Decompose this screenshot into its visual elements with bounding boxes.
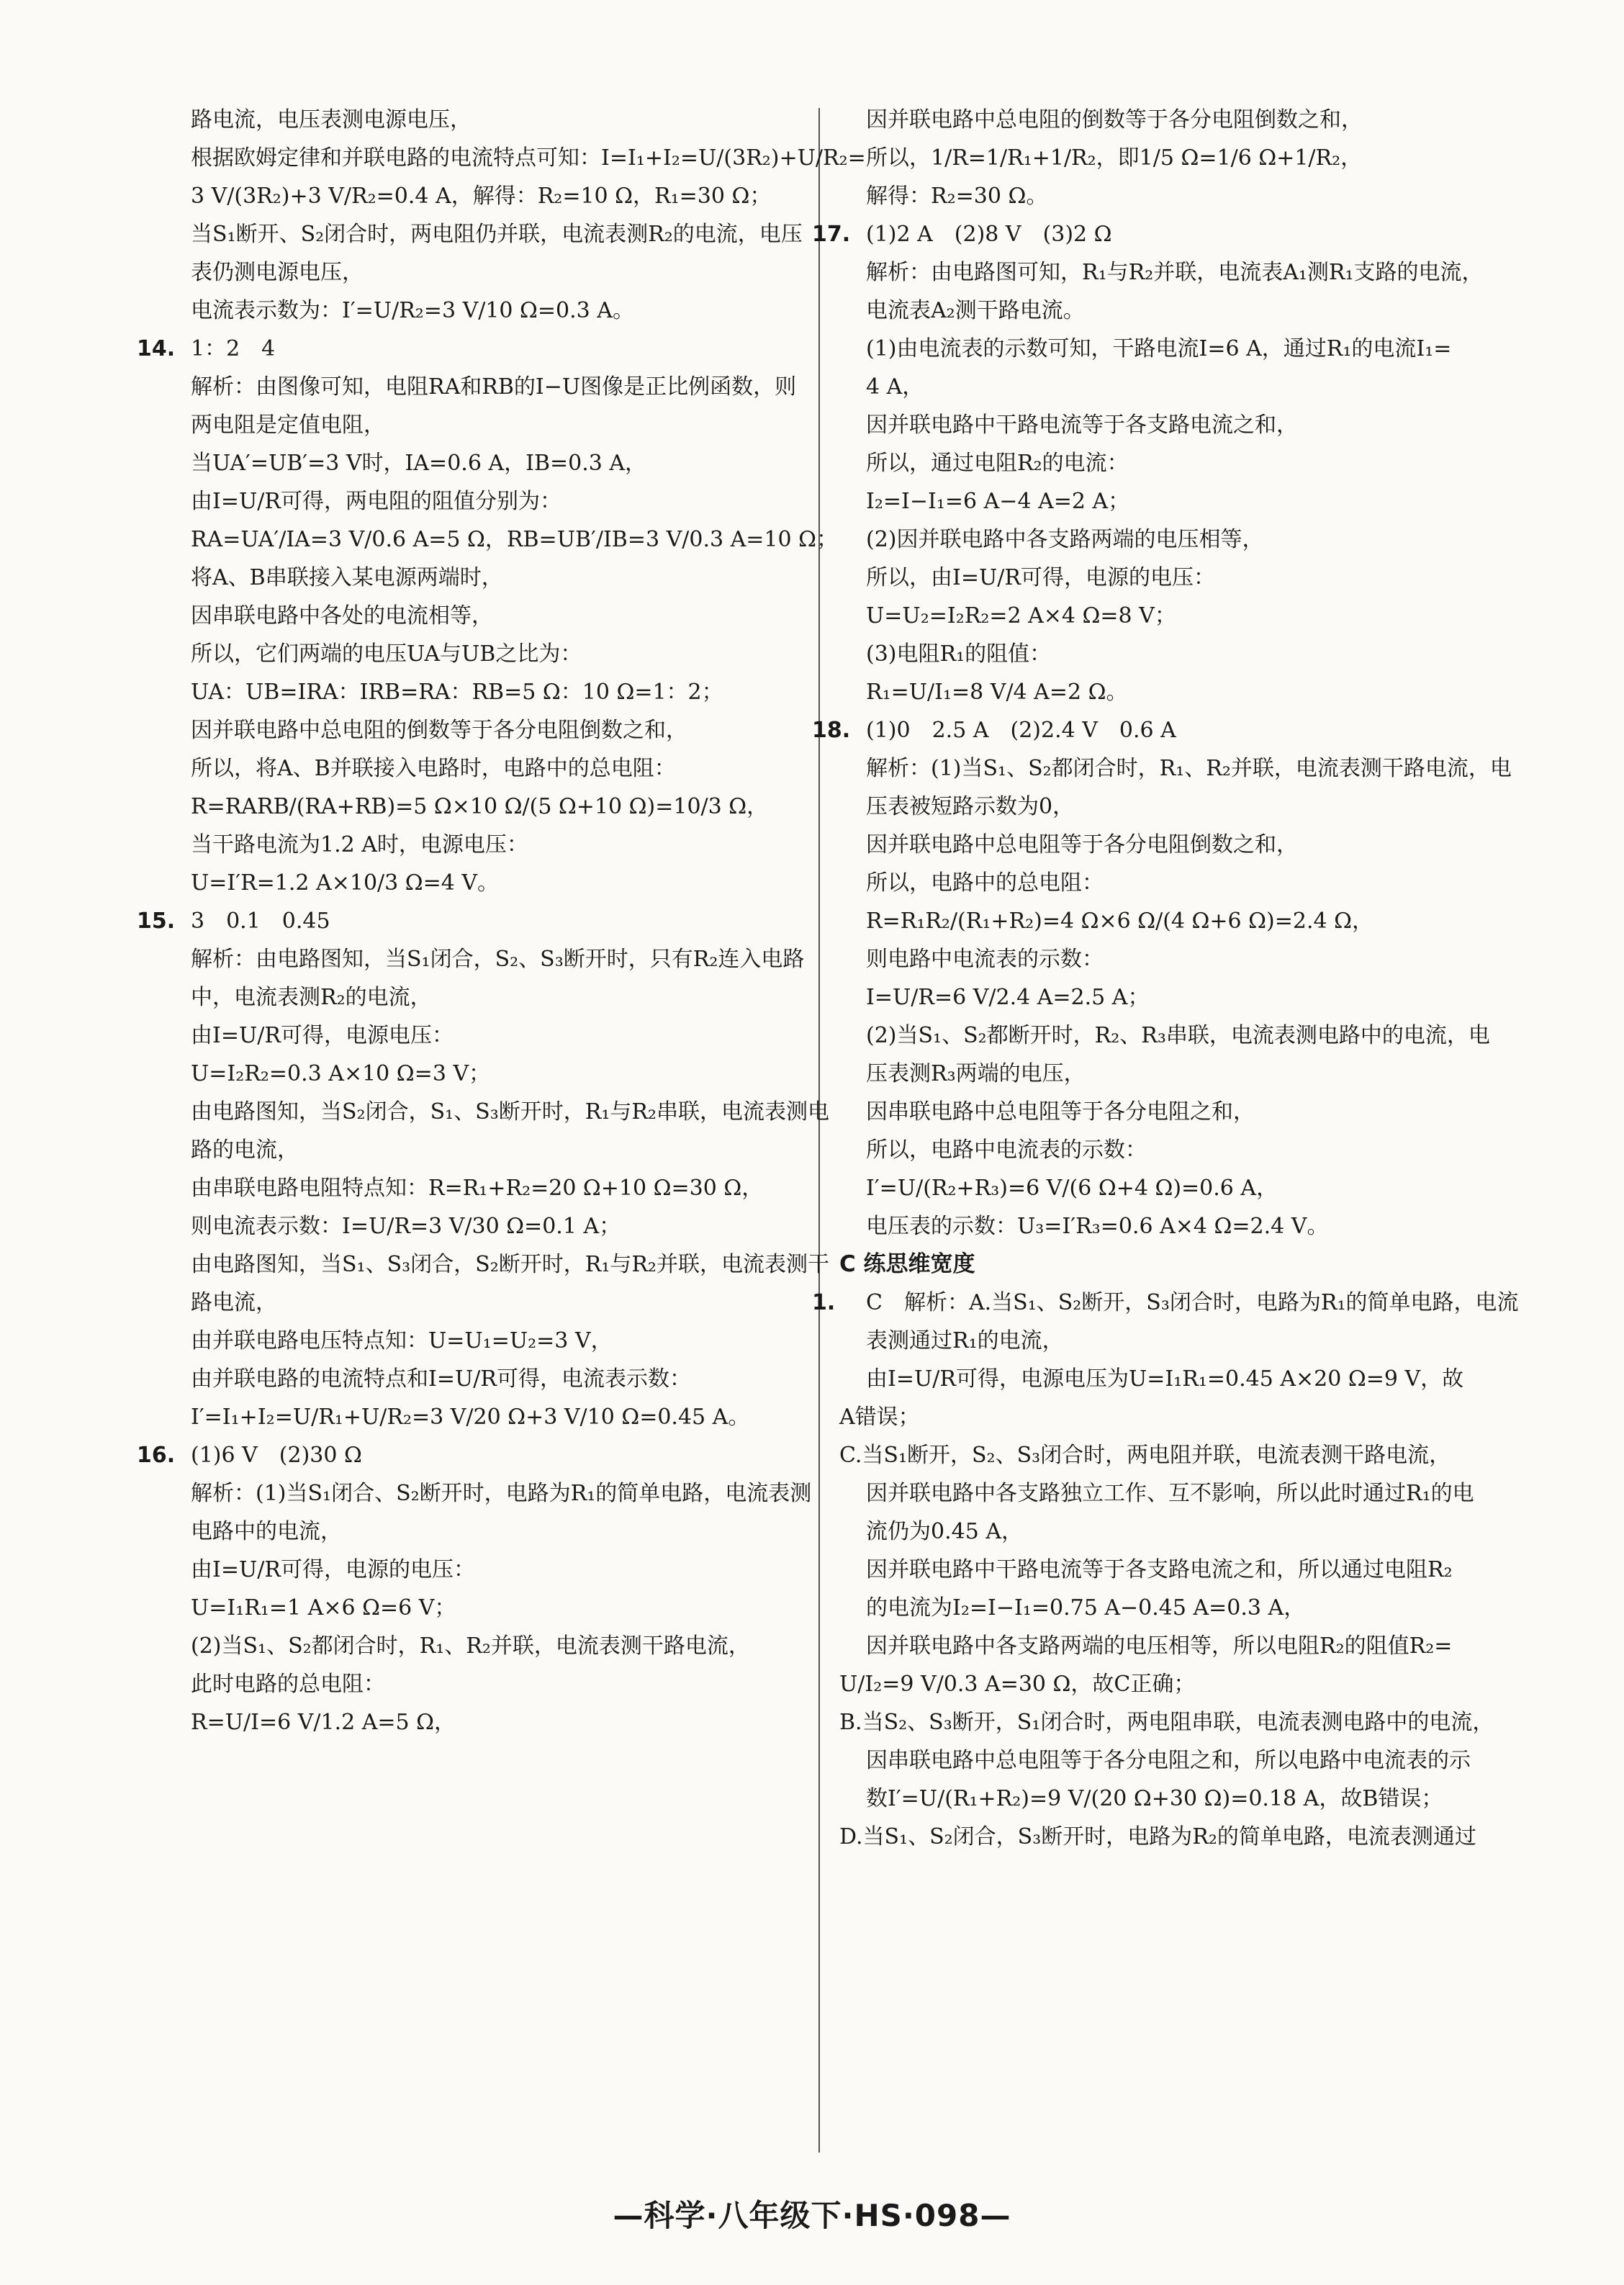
text-line: [839, 864, 1506, 902]
text-line: [164, 1169, 798, 1207]
text-line: [839, 330, 1506, 368]
line-text: 表仍测电源电压，: [191, 260, 364, 285]
text-line: [839, 1398, 1506, 1436]
line-text: 当UA′=UB′=3 V时，IA=0.6 A，IB=0.3 A，: [191, 451, 647, 476]
line-text: 解析：由图像可知，电阻RA和RB的I−U图像是正比例函数，则: [191, 374, 797, 400]
text-line: [839, 635, 1506, 673]
line-text: U=I₁R₁=1 A×6 Ω=6 V；: [191, 1595, 456, 1621]
line-text: 因并联电路中干路电流等于各支路电流之和，: [866, 413, 1298, 438]
text-line: [839, 1055, 1506, 1093]
line-text: C 解析：A.当S₁、S₂断开，S₃闭合时，电路为R₁的简单电路，电流: [866, 1290, 1519, 1315]
text-line: [164, 864, 798, 902]
line-text: (1)6 V (2)30 Ω: [191, 1443, 362, 1468]
text-line: [164, 711, 798, 749]
text-line: [164, 1360, 798, 1398]
line-text: 1：2 4: [191, 336, 276, 361]
line-text: 因并联电路中总电阻等于各分电阻倒数之和，: [866, 832, 1298, 857]
line-text: 电路中的电流，: [191, 1519, 342, 1544]
question-number: 14.: [137, 336, 176, 361]
line-text: 当干路电流为1.2 A时，电源电压：: [191, 832, 528, 857]
line-text: 因并联电路中总电阻的倒数等于各分电阻倒数之和，: [191, 718, 687, 743]
line-text: 路的电流，: [191, 1137, 299, 1163]
text-line: [164, 482, 798, 520]
line-text: I′=I₁+I₂=U/R₁+U/R₂=3 V/20 Ω+3 V/10 Ω=0.45 A。: [191, 1405, 750, 1430]
line-text: RA=UA′/IA=3 V/0.6 A=5 Ω，RB=UB′/IB=3 V/0.3 A=10 Ω；: [191, 527, 839, 552]
text-line: [839, 1741, 1506, 1780]
line-text: 3 V/(3R₂)+3 V/R₂=0.4 A，解得：R₂=10 Ω，R₁=30 Ω；: [191, 184, 772, 209]
question-number: 16.: [137, 1443, 176, 1468]
text-line: [164, 826, 798, 864]
text-line: [164, 1284, 798, 1322]
line-text: 所以，1/R=1/R₁+1/R₂，即1/5 Ω=1/6 Ω+1/R₂，: [866, 145, 1363, 171]
text-line: [839, 1436, 1506, 1474]
text-line: [164, 1322, 798, 1360]
line-text: 所以，它们两端的电压UA与UB之比为：: [191, 641, 582, 667]
line-text: C.当S₁断开，S₂、S₃闭合时，两电阻并联，电流表测干路电流，: [839, 1443, 1451, 1468]
line-text: D.当S₁、S₂闭合，S₃断开时，电路为R₂的简单电路，电流表测通过: [839, 1824, 1476, 1849]
line-text: 4 A，: [866, 374, 924, 400]
text-line: [839, 1703, 1506, 1741]
text-line: [164, 368, 798, 406]
text-line: [839, 788, 1506, 826]
line-text: 电压表的示数：U₃=I′R₃=0.6 A×4 Ω=2.4 V。: [866, 1214, 1329, 1239]
line-text: U=I₂R₂=0.3 A×10 Ω=3 V；: [191, 1061, 491, 1086]
line-text: 此时电路的总电阻：: [191, 1672, 385, 1697]
text-line: [137, 902, 798, 940]
text-line: [164, 215, 803, 253]
text-line: [839, 940, 1506, 978]
question-number: 17.: [812, 222, 851, 247]
text-line: [164, 253, 798, 292]
text-line: [164, 597, 798, 635]
line-text: I=U/R=6 V/2.4 A=2.5 A；: [866, 985, 1150, 1010]
text-line: [839, 597, 1506, 635]
line-text: 所以，将A、B并联接入电路时，电路中的总电阻：: [191, 756, 676, 781]
text-line: [839, 673, 1506, 711]
line-text: 由电路图知，当S₂闭合，S₁、S₃断开时，R₁与R₂串联，电流表测电: [191, 1099, 829, 1125]
text-line: [164, 1627, 798, 1665]
text-line: [839, 139, 1506, 177]
text-line: [164, 1474, 812, 1513]
line-text: 因串联电路中总电阻等于各分电阻之和，所以电路中电流表的示: [866, 1748, 1471, 1773]
line-text: A错误；: [839, 1405, 920, 1430]
text-line: [164, 1703, 798, 1741]
text-line: [839, 406, 1506, 444]
text-line: [164, 1665, 798, 1703]
text-line: [812, 1284, 1519, 1322]
text-line: [839, 1589, 1506, 1627]
text-line: [164, 1093, 829, 1131]
line-text: 路电流，: [191, 1290, 277, 1315]
line-text: 因并联电路中干路电流等于各支路电流之和，所以通过电阻R₂: [866, 1557, 1453, 1582]
line-text: 表测通过R₁的电流，: [866, 1328, 1064, 1353]
line-text: (1)2 A (2)8 V (3)2 Ω: [866, 222, 1112, 247]
line-text: 所以，由I=U/R可得，电源的电压：: [866, 565, 1215, 590]
line-text: 路电流，电压表测电源电压，: [191, 107, 472, 132]
text-line: [839, 1551, 1506, 1589]
line-text: (3)电阻R₁的阻值：: [866, 641, 1052, 667]
text-line: [839, 101, 1506, 139]
text-line: [164, 1017, 798, 1055]
line-text: 电流表A₂测干路电流。: [866, 298, 1085, 323]
text-line: [839, 253, 1506, 292]
text-line: [164, 1245, 829, 1284]
line-text: 因串联电路中各处的电流相等，: [191, 603, 493, 628]
line-text: 因串联电路中总电阻等于各分电阻之和，: [866, 1099, 1255, 1125]
line-text: 所以，电路中电流表的示数：: [866, 1137, 1147, 1163]
text-line: [164, 177, 798, 215]
line-text: 将A、B串联接入某电源两端时，: [191, 565, 503, 590]
line-text: R₁=U/I₁=8 V/4 A=2 Ω。: [866, 680, 1128, 705]
line-text: R=R₁R₂/(R₁+R₂)=4 Ω×6 Ω/(4 Ω+6 Ω)=2.4 Ω，: [866, 909, 1373, 934]
text-line: [164, 292, 798, 330]
text-line: [839, 978, 1506, 1017]
text-line: [839, 1627, 1506, 1665]
line-text: U=U₂=I₂R₂=2 A×4 Ω=8 V；: [866, 603, 1176, 628]
line-text: 数I′=U/(R₁+R₂)=9 V/(20 Ω+30 Ω)=0.18 A，故B错误；: [866, 1786, 1443, 1811]
line-text: U/I₂=9 V/0.3 A=30 Ω，故C正确；: [839, 1672, 1196, 1697]
text-line: [839, 1513, 1506, 1551]
text-line: [164, 444, 798, 482]
text-line: [164, 1207, 798, 1245]
line-text: 由I=U/R可得，电源电压为U=I₁R₁=0.45 A×20 Ω=9 V，故: [866, 1366, 1464, 1392]
text-line: [812, 215, 1506, 253]
line-text: 因并联电路中各支路两端的电压相等，所以电阻R₂的阻值R₂=: [866, 1633, 1453, 1659]
line-text: 所以，电路中的总电阻：: [866, 870, 1104, 896]
line-text: 由I=U/R可得，两电阻的阻值分别为：: [191, 489, 561, 514]
text-line: [839, 1474, 1506, 1513]
text-line: [839, 1131, 1506, 1169]
line-text: 流仍为0.45 A，: [866, 1519, 1023, 1544]
text-line: [839, 520, 1506, 559]
text-line: [839, 1818, 1506, 1856]
line-text: UA：UB=IRA：IRB=RA：RB=5 Ω：10 Ω=1：2；: [191, 680, 723, 705]
line-text: 则电路中电流表的示数：: [866, 947, 1104, 972]
text-line: [164, 940, 805, 978]
text-line: [839, 177, 1506, 215]
text-line: [164, 1589, 798, 1627]
section-heading: [839, 1245, 1506, 1284]
text-line: [839, 1093, 1506, 1131]
line-text: B.当S₂、S₃断开，S₁闭合时，两电阻串联，电流表测电路中的电流，: [839, 1710, 1494, 1735]
line-text: 解得：R₂=30 Ω。: [866, 184, 1048, 209]
line-text: 由并联电路的电流特点和I=U/R可得，电流表示数：: [191, 1366, 691, 1392]
text-line: [839, 1360, 1506, 1398]
line-text: 由I=U/R可得，电源的电压：: [191, 1557, 475, 1582]
line-text: 中，电流表测R₂的电流，: [191, 985, 432, 1010]
page-footer: —科学·八年级下·HS·098—: [613, 2198, 1011, 2233]
question-number: 15.: [137, 909, 176, 934]
text-line: [839, 482, 1506, 520]
line-text: R=U/I=6 V/1.2 A=5 Ω，: [191, 1710, 456, 1735]
text-line: [164, 559, 798, 597]
line-text: C 练思维宽度: [839, 1251, 975, 1277]
line-text: 的电流为I₂=I−I₁=0.75 A−0.45 A=0.3 A，: [866, 1595, 1306, 1621]
text-line: [164, 520, 839, 559]
text-line: [137, 1436, 798, 1474]
line-text: 两电阻是定值电阻，: [191, 413, 385, 438]
text-line: [164, 139, 866, 177]
line-text: (2)当S₁、S₂都断开时，R₂、R₃串联，电流表测电路中的电流，电: [866, 1023, 1490, 1048]
text-line: [839, 826, 1506, 864]
text-line: [164, 673, 798, 711]
line-text: 解析：由电路图知，当S₁闭合，S₂、S₃断开时，只有R₂连入电路: [191, 947, 805, 972]
text-line: [839, 1322, 1506, 1360]
line-text: 由I=U/R可得，电源电压：: [191, 1023, 454, 1048]
line-text: 压表被短路示数为0，: [866, 794, 1075, 819]
text-line: [839, 902, 1506, 940]
line-text: 电流表示数为：I′=U/R₂=3 V/10 Ω=0.3 A。: [191, 298, 634, 323]
line-text: 解析：由电路图可知，R₁与R₂并联，电流表A₁测R₁支路的电流，: [866, 260, 1484, 285]
text-line: [839, 1665, 1506, 1703]
text-line: [839, 1169, 1506, 1207]
question-number: 1.: [812, 1290, 836, 1315]
line-text: I′=U/(R₂+R₃)=6 V/(6 Ω+4 Ω)=0.6 A，: [866, 1176, 1278, 1201]
line-text: 则电流表示数：I=U/R=3 V/30 Ω=0.1 A；: [191, 1214, 621, 1239]
line-text: 当S₁断开、S₂闭合时，两电阻仍并联，电流表测R₂的电流，电压: [191, 222, 803, 247]
line-text: 由并联电路电压特点知：U=U₁=U₂=3 V，: [191, 1328, 613, 1353]
text-line: [137, 330, 798, 368]
right-column: [812, 101, 1519, 1856]
line-text: 由串联电路电阻特点知：R=R₁+R₂=20 Ω+10 Ω=30 Ω，: [191, 1176, 764, 1201]
line-text: 所以，通过电阻R₂的电流：: [866, 451, 1129, 476]
text-line: [164, 101, 798, 139]
text-line: [839, 1017, 1506, 1055]
line-text: 由电路图知，当S₁、S₃闭合，S₂断开时，R₁与R₂并联，电流表测干: [191, 1252, 829, 1277]
line-text: 因并联电路中总电阻的倒数等于各分电阻倒数之和，: [866, 107, 1363, 132]
text-line: [164, 1398, 798, 1436]
text-line: [839, 444, 1506, 482]
question-number: 18.: [812, 718, 851, 743]
line-text: 根据欧姆定律和并联电路的电流特点可知：I=I₁+I₂=U/(3R₂)+U/R₂=: [191, 145, 866, 171]
line-text: U=I′R=1.2 A×10/3 Ω=4 V。: [191, 870, 500, 896]
line-text: (1)由电流表的示数可知，干路电流I=6 A，通过R₁的电流I₁=: [866, 336, 1452, 361]
text-line: [839, 559, 1506, 597]
text-line: [164, 1055, 798, 1093]
text-line: [839, 1780, 1506, 1818]
text-line: [839, 368, 1506, 406]
text-line: [164, 749, 798, 788]
line-text: 压表测R₃两端的电压，: [866, 1061, 1086, 1086]
text-line: [839, 1207, 1506, 1245]
text-line: [839, 749, 1512, 788]
line-text: I₂=I−I₁=6 A−4 A=2 A；: [866, 489, 1130, 514]
text-line: [164, 788, 798, 826]
text-line: [164, 635, 798, 673]
text-line: [164, 1551, 798, 1589]
line-text: 因并联电路中各支路独立工作、互不影响，所以此时通过R₁的电: [866, 1481, 1474, 1506]
line-text: (2)当S₁、S₂都闭合时，R₁、R₂并联，电流表测干路电流，: [191, 1633, 750, 1659]
line-text: 解析：(1)当S₁、S₂都闭合时，R₁、R₂并联，电流表测干路电流，电: [866, 756, 1512, 781]
line-text: (1)0 2.5 A (2)2.4 V 0.6 A: [866, 718, 1176, 743]
text-line: [839, 292, 1506, 330]
text-line: [164, 406, 798, 444]
text-line: [164, 978, 798, 1017]
text-line: [812, 711, 1506, 749]
text-line: [164, 1513, 798, 1551]
line-text: R=RARB/(RA+RB)=5 Ω×10 Ω/(5 Ω+10 Ω)=10/3 Ω，: [191, 794, 769, 819]
line-text: 3 0.1 0.45: [191, 909, 330, 934]
line-text: (2)因并联电路中各支路两端的电压相等，: [866, 527, 1264, 552]
line-text: 解析：(1)当S₁闭合、S₂断开时，电路为R₁的简单电路，电流表测: [191, 1481, 812, 1506]
text-line: [164, 1131, 798, 1169]
